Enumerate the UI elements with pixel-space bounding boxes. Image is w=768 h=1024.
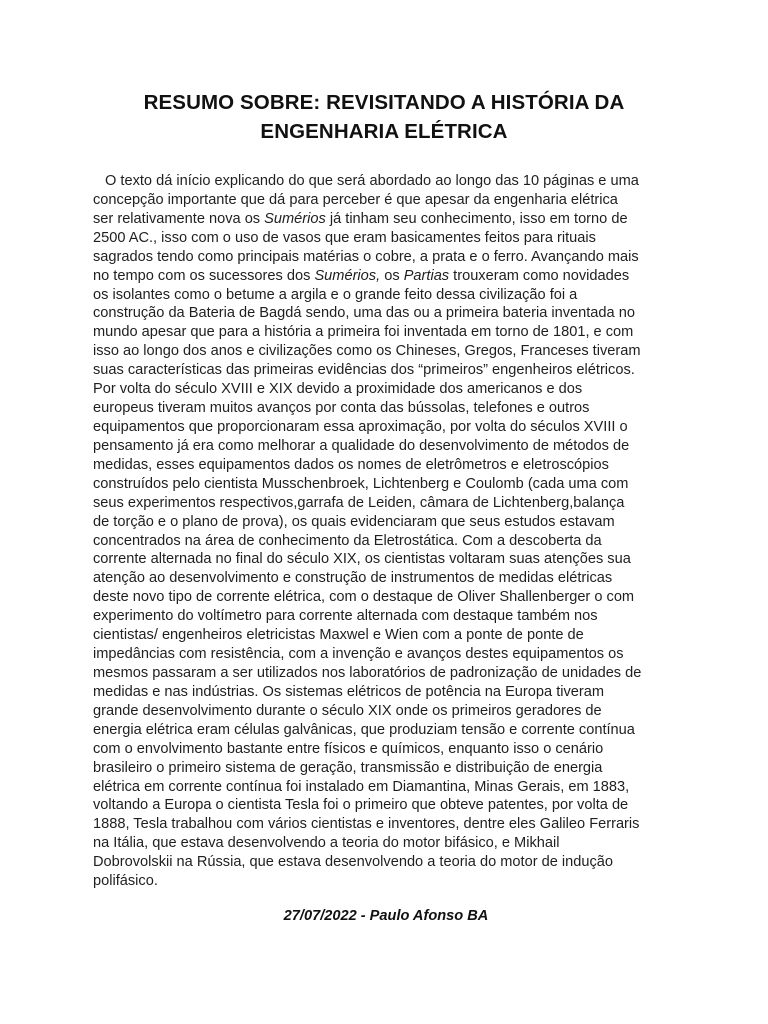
text-line: sagrados tendo como principais matérias o cobre, a prata e o ferro. Avançando mais xyxy=(93,248,639,265)
italic-term: Sumérios, xyxy=(314,267,381,284)
title-line-1: RESUMO SOBRE: REVISITANDO A HISTÓRIA DA xyxy=(143,91,625,114)
text-line: equipamentos que proporcionaram essa aproximação, por volta do séculos XVIII o xyxy=(93,418,628,435)
text-line: O texto dá início explicando do que será abordado ao longo das 10 páginas e uma xyxy=(105,173,639,189)
text-line: medidas e nas indústrias. Os sistemas elétricos de potência na Europa tiveram xyxy=(93,683,605,700)
text-line: ser relativamente nova os Sumérios já tinham seu conhecimento, isso em torno de xyxy=(93,210,628,227)
text-line: na Itália, que estava desenvolvendo a teoria do motor bifásico, e Mikhail xyxy=(93,835,560,852)
text-line: corrente alternada no final do século XIX, os cientistas voltaram suas atenções sua xyxy=(93,551,631,568)
text-line: impedâncias com resistência, com a invenção e avanços destes equipamentos os xyxy=(93,646,624,663)
text-line: Por volta do século XVIII e XIX devido a proximidade dos americanos e dos xyxy=(93,381,583,398)
text-line: concepção importante que dá para perceber é que apesar da engenharia elétrica xyxy=(93,191,618,208)
text-line: atenção ao desenvolvimento e construção de instrumentos de medidas elétricas xyxy=(93,570,613,587)
text-line: 2500 AC., isso com o uso de vasos que eram basicamentes feitos para rituais xyxy=(93,229,596,246)
text-line: polifásico. xyxy=(93,873,158,890)
text-line: deste novo tipo de corrente elétrica, com o destaque de Oliver Shallenberger o com xyxy=(93,589,635,606)
text-line: construídos pelo cientista Musschenbroek, Lichtenberg e Coulomb (cada uma com xyxy=(93,475,629,492)
text-line: com o envolvimento bastante entre físicos e químicos, enquanto isso o cenário xyxy=(93,740,604,757)
text-line: seus experimentos respectivos,garrafa de Leiden, câmara de Lichtenberg,balança xyxy=(93,494,625,511)
text-line: elétrica em corrente contínua foi instalado em Diamantina, Minas Gerais, em 1883, xyxy=(93,778,630,795)
text-line: no tempo com os sucessores dos Sumérios, os Partias trouxeram como novidades xyxy=(93,267,630,284)
text-line: medidas, esses equipamentos dados os nomes de eletrômetros e eletroscópios xyxy=(93,456,609,473)
text-line: voltando a Europa o cientista Tesla foi o primeiro que obteve patentes, por volta de xyxy=(93,797,629,814)
text-line: concentrados na área de conhecimento da Eletrostática. Com a descoberta da xyxy=(93,532,602,549)
text-line: isso ao longo dos anos e civilizações como os Chineses, Gregos, Franceses tiveram xyxy=(93,343,641,360)
text-line: Dobrovolskii na Rússia, que estava desenvolvendo a teoria do motor de indução xyxy=(93,854,614,871)
text-line: brasileiro o primeiro sistema de geração, transmissão e distribuição de energia xyxy=(93,759,603,776)
text-line: mundo apesar que para a história a primeira foi inventada em torno de 1801, e com xyxy=(93,324,634,341)
italic-term: Partias xyxy=(403,267,450,284)
text-line: cientistas/ engenheiros eletricistas Maxwel e Wien com a ponte de ponte de xyxy=(93,627,584,644)
summary-body xyxy=(93,172,679,891)
text-line: 1888, Tesla trabalhou com vários cientistas e inventores, dentre eles Galileo Ferraris xyxy=(93,816,640,833)
text-line: pensamento já era como melhorar a qualidade do desenvolvimento de métodos de xyxy=(93,437,630,454)
text-line: energia elétrica eram células galvânicas, que produziam tensão e corrente contínua xyxy=(93,721,635,738)
text-line: de torção e o plano de prova), os quais evidenciaram que seus estudos estavam xyxy=(93,513,615,530)
document-title xyxy=(90,88,678,146)
text-line: construção da Bateria de Bagdá sendo, uma das ou a primeira bateria inventada no xyxy=(93,305,635,322)
text-line: os isolantes como o betume a argila e o grande feito dessa civilização foi a xyxy=(93,286,578,303)
text-line: mesmos passaram a ser utilizados nos laboratórios de padronização de unidades de xyxy=(93,664,642,681)
text-line: grande desenvolvimento durante o século XIX onde os primeiros geradores de xyxy=(93,702,602,719)
date-location-footer: 27/07/2022 - Paulo Afonso BA xyxy=(283,908,489,924)
text-line: suas características das primeiras evidências dos “primeiros” engenheiros elétricos. xyxy=(93,362,635,379)
text-line: europeus tiveram muitos avanços por conta das bússolas, telefones e outros xyxy=(93,400,590,417)
italic-term: Sumérios xyxy=(264,210,326,227)
title-line-2: ENGENHARIA ELÉTRICA xyxy=(260,120,508,143)
text-line: experimento do voltímetro para corrente alternada com destaque também nos xyxy=(93,608,598,625)
